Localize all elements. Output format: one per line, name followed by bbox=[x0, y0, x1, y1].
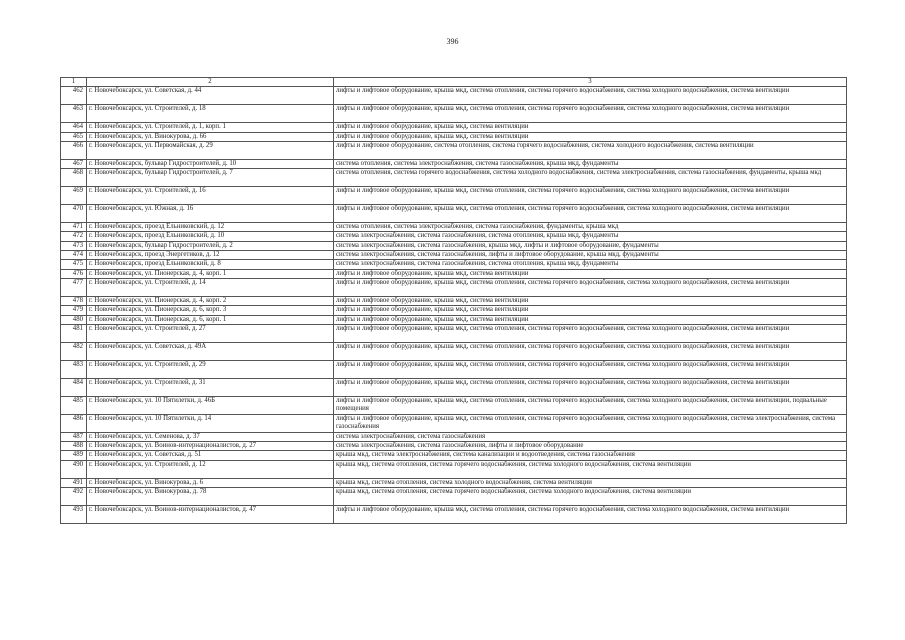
row-address: г. Новочебоксарск, ул. Воинов-интернационалистов, д. 27 bbox=[87, 442, 334, 451]
row-number: 477 bbox=[61, 278, 87, 296]
row-address: г. Новочебоксарск, ул. Строителей, д. 14 bbox=[87, 278, 334, 296]
row-elements: лифты и лифтовое оборудование, крыша мкд, система отопления, система горячего водоснабжения, система холодного водоснабжения, система вентиляции bbox=[334, 187, 847, 205]
row-number: 492 bbox=[61, 488, 87, 506]
row-elements: система отопления, система электроснабжения, система газоснабжения, крыша мкд, фундаменты bbox=[334, 159, 847, 168]
row-number: 487 bbox=[61, 432, 87, 441]
row-address: г. Новочебоксарск, ул. Строителей, д. 18 bbox=[87, 105, 334, 123]
header-cell-number: 1 bbox=[61, 78, 87, 87]
row-elements: лифты и лифтовое оборудование, крыша мкд, система отопления, система горячего водоснабжения, система холодного водоснабжения, система вентиляции bbox=[334, 105, 847, 123]
row-elements: лифты и лифтовое оборудование, крыша мкд, система отопления, система горячего водоснабжения, система холодного водоснабжения, система вентиляции, подвальные помещения bbox=[334, 396, 847, 414]
table-row bbox=[61, 159, 847, 168]
table-row bbox=[61, 396, 847, 414]
table-row bbox=[61, 87, 847, 105]
table-row bbox=[61, 260, 847, 269]
page-number: 396 bbox=[446, 37, 459, 46]
table-row bbox=[61, 360, 847, 378]
row-number: 488 bbox=[61, 442, 87, 451]
row-number: 479 bbox=[61, 306, 87, 315]
table-row bbox=[61, 187, 847, 205]
row-number: 485 bbox=[61, 396, 87, 414]
row-elements: система электроснабжения, система газоснабжения bbox=[334, 432, 847, 441]
table-row bbox=[61, 141, 847, 159]
row-elements: лифты и лифтовое оборудование, крыша мкд, система вентиляции bbox=[334, 123, 847, 132]
table-row bbox=[61, 269, 847, 278]
row-address: г. Новочебоксарск, ул. Советская, д. 44 bbox=[87, 87, 334, 105]
row-address: г. Новочебоксарск, бульвар Гидростроителей, д. 10 bbox=[87, 159, 334, 168]
row-number: 462 bbox=[61, 87, 87, 105]
row-address: г. Новочебоксарск, ул. Строителей, д. 16 bbox=[87, 187, 334, 205]
table-row bbox=[61, 278, 847, 296]
row-elements: лифты и лифтовое оборудование, система отопления, система горячего водоснабжения, система холодного водоснабжения, система вентиляции bbox=[334, 141, 847, 159]
row-elements: лифты и лифтовое оборудование, крыша мкд, система отопления, система горячего водоснабжения, система холодного водоснабжения, система вентиляции bbox=[334, 342, 847, 360]
row-elements: лифты и лифтовое оборудование, крыша мкд, система отопления, система горячего водоснабжения, система холодного водоснабжения, система вентиляции bbox=[334, 324, 847, 342]
row-address: г. Новочебоксарск, ул. Винокурова, д. 78 bbox=[87, 488, 334, 506]
row-elements: лифты и лифтовое оборудование, крыша мкд, система отопления, система горячего водоснабжения, система холодного водоснабжения, система вентиляции bbox=[334, 506, 847, 524]
row-elements: система электроснабжения, система газоснабжения, система отопления, крыша мкд, фундаменты bbox=[334, 260, 847, 269]
table-row bbox=[61, 324, 847, 342]
row-number: 475 bbox=[61, 260, 87, 269]
row-address: г. Новочебоксарск, ул. Строителей, д. 27 bbox=[87, 324, 334, 342]
table-row bbox=[61, 451, 847, 460]
row-number: 465 bbox=[61, 132, 87, 141]
table-row bbox=[61, 460, 847, 478]
row-number: 474 bbox=[61, 251, 87, 260]
row-address: г. Новочебоксарск, ул. Винокурова, д. 6 bbox=[87, 478, 334, 487]
row-number: 473 bbox=[61, 241, 87, 250]
row-address: г. Новочебоксарск, ул. Семенова, д. 37 bbox=[87, 432, 334, 441]
row-elements: система электроснабжения, система газоснабжения, система отопления, крыша мкд, фундаменты bbox=[334, 232, 847, 241]
table-row bbox=[61, 223, 847, 232]
table-row bbox=[61, 132, 847, 141]
row-address: г. Новочебоксарск, ул. Первомайская, д. 29 bbox=[87, 141, 334, 159]
row-address: г. Новочебоксарск, ул. Пионерская, д. 4, корп. 2 bbox=[87, 296, 334, 305]
row-address: г. Новочебоксарск, ул. Пионерская, д. 6, корп. 3 bbox=[87, 306, 334, 315]
row-address: г. Новочебоксарск, ул. Строителей, д. 29 bbox=[87, 360, 334, 378]
row-elements: система электроснабжения, система газоснабжения, лифты и лифтовое оборудование, крыша мкд, фундаменты bbox=[334, 251, 847, 260]
row-elements: крыша мкд, система электроснабжения, система канализации и водоотведения, система газоснабжения bbox=[334, 451, 847, 460]
row-address: г. Новочебоксарск, ул. Строителей, д. 31 bbox=[87, 378, 334, 396]
row-number: 467 bbox=[61, 159, 87, 168]
row-number: 463 bbox=[61, 105, 87, 123]
row-address: г. Новочебоксарск, ул. Строителей, д. 12 bbox=[87, 460, 334, 478]
row-elements: лифты и лифтовое оборудование, крыша мкд, система отопления, система горячего водоснабжения, система холодного водоснабжения, система вентиляции bbox=[334, 378, 847, 396]
table-row bbox=[61, 342, 847, 360]
table-row bbox=[61, 105, 847, 123]
row-address: г. Новочебоксарск, ул. Воинов-интернационалистов, д. 47 bbox=[87, 506, 334, 524]
row-elements: крыша мкд, система отопления, система холодного водоснабжения, система вентиляции bbox=[334, 478, 847, 487]
table-row bbox=[61, 123, 847, 132]
row-address: г. Новочебоксарск, проезд Ельниковский, д. 10 bbox=[87, 232, 334, 241]
row-address: г. Новочебоксарск, ул. Строителей, д. 1, корп. 1 bbox=[87, 123, 334, 132]
row-number: 491 bbox=[61, 478, 87, 487]
header-cell-elements: 3 bbox=[334, 78, 847, 87]
table-row bbox=[61, 506, 847, 524]
table-row bbox=[61, 232, 847, 241]
row-address: г. Новочебоксарск, ул. Советская, д. 49А bbox=[87, 342, 334, 360]
row-elements: система отопления, система горячего водоснабжения, система холодного водоснабжения, система электроснабжения, система газоснабжения, фундаменты, крыша мкд bbox=[334, 169, 847, 187]
row-number: 483 bbox=[61, 360, 87, 378]
table-row bbox=[61, 432, 847, 441]
table-row bbox=[61, 169, 847, 187]
row-address: г. Новочебоксарск, ул. Винокурова, д. 66 bbox=[87, 132, 334, 141]
row-number: 489 bbox=[61, 451, 87, 460]
row-elements: лифты и лифтовое оборудование, крыша мкд, система отопления, система горячего водоснабжения, система холодного водоснабжения, система вентиляции bbox=[334, 278, 847, 296]
table-row bbox=[61, 241, 847, 250]
row-elements: система электроснабжения, система газоснабжения, лифты и лифтовое оборудование bbox=[334, 442, 847, 451]
row-elements: система электроснабжения, система газоснабжения, крыша мкд, лифты и лифтовое оборудование, фундаменты bbox=[334, 241, 847, 250]
row-address: г. Новочебоксарск, бульвар Гидростроителей, д. 2 bbox=[87, 241, 334, 250]
row-number: 471 bbox=[61, 223, 87, 232]
table-row bbox=[61, 251, 847, 260]
row-number: 464 bbox=[61, 123, 87, 132]
row-elements: лифты и лифтовое оборудование, крыша мкд, система вентиляции bbox=[334, 306, 847, 315]
row-elements: лифты и лифтовое оборудование, крыша мкд, система вентиляции bbox=[334, 132, 847, 141]
table-row bbox=[61, 205, 847, 223]
row-number: 484 bbox=[61, 378, 87, 396]
table-row bbox=[61, 296, 847, 305]
row-address: г. Новочебоксарск, ул. Советская, д. 51 bbox=[87, 451, 334, 460]
table-row bbox=[61, 306, 847, 315]
row-address: г. Новочебоксарск, ул. Пионерская, д. 6, корп. 1 bbox=[87, 315, 334, 324]
row-address: г. Новочебоксарск, ул. Пионерская, д. 4, корп. 1 bbox=[87, 269, 334, 278]
row-number: 469 bbox=[61, 187, 87, 205]
row-number: 493 bbox=[61, 506, 87, 524]
row-elements: крыша мкд, система отопления, система горячего водоснабжения, система холодного водоснабжения, система вентиляции bbox=[334, 488, 847, 506]
table-row bbox=[61, 378, 847, 396]
row-address: г. Новочебоксарск, бульвар Гидростроителей, д. 7 bbox=[87, 169, 334, 187]
table-row bbox=[61, 442, 847, 451]
row-number: 480 bbox=[61, 315, 87, 324]
row-elements: лифты и лифтовое оборудование, крыша мкд, система вентиляции bbox=[334, 315, 847, 324]
table-row bbox=[61, 478, 847, 487]
row-elements: лифты и лифтовое оборудование, крыша мкд, система вентиляции bbox=[334, 296, 847, 305]
header-cell-address: 2 bbox=[87, 78, 334, 87]
row-address: г. Новочебоксарск, проезд Ельниковский, д. 8 bbox=[87, 260, 334, 269]
row-number: 466 bbox=[61, 141, 87, 159]
row-address: г. Новочебоксарск, проезд Энергетиков, д. 12 bbox=[87, 251, 334, 260]
row-address: г. Новочебоксарск, ул. 10 Пятилетки, д. 14 bbox=[87, 414, 334, 432]
row-number: 470 bbox=[61, 205, 87, 223]
row-number: 481 bbox=[61, 324, 87, 342]
row-address: г. Новочебоксарск, ул. Южная, д. 16 bbox=[87, 205, 334, 223]
table-header-row bbox=[61, 78, 847, 87]
houses-table bbox=[60, 77, 847, 524]
row-elements: крыша мкд, система отопления, система горячего водоснабжения, система холодного водоснабжения, система вентиляции bbox=[334, 460, 847, 478]
row-elements: лифты и лифтовое оборудование, крыша мкд, система отопления, система горячего водоснабжения, система холодного водоснабжения, система электроснабжения, система газоснабжения bbox=[334, 414, 847, 432]
row-number: 468 bbox=[61, 169, 87, 187]
row-elements: лифты и лифтовое оборудование, крыша мкд, система отопления, система горячего водоснабжения, система холодного водоснабжения, система вентиляции bbox=[334, 360, 847, 378]
row-elements: лифты и лифтовое оборудование, крыша мкд, система отопления, система горячего водоснабжения, система холодного водоснабжения, система вентиляции bbox=[334, 205, 847, 223]
row-address: г. Новочебоксарск, ул. 10 Пятилетки, д. 46Б bbox=[87, 396, 334, 414]
table-row bbox=[61, 488, 847, 506]
row-address: г. Новочебоксарск, проезд Ельниковский, д. 12 bbox=[87, 223, 334, 232]
row-elements: лифты и лифтовое оборудование, крыша мкд, система вентиляции bbox=[334, 269, 847, 278]
table-row bbox=[61, 414, 847, 432]
row-number: 472 bbox=[61, 232, 87, 241]
row-number: 486 bbox=[61, 414, 87, 432]
table-row bbox=[61, 315, 847, 324]
row-number: 482 bbox=[61, 342, 87, 360]
row-number: 490 bbox=[61, 460, 87, 478]
row-elements: система отопления, система электроснабжения, система газоснабжения, фундаменты, крыша мкд bbox=[334, 223, 847, 232]
row-number: 476 bbox=[61, 269, 87, 278]
row-elements: лифты и лифтовое оборудование, крыша мкд, система отопления, система горячего водоснабжения, система холодного водоснабжения, система вентиляции bbox=[334, 87, 847, 105]
row-number: 478 bbox=[61, 296, 87, 305]
